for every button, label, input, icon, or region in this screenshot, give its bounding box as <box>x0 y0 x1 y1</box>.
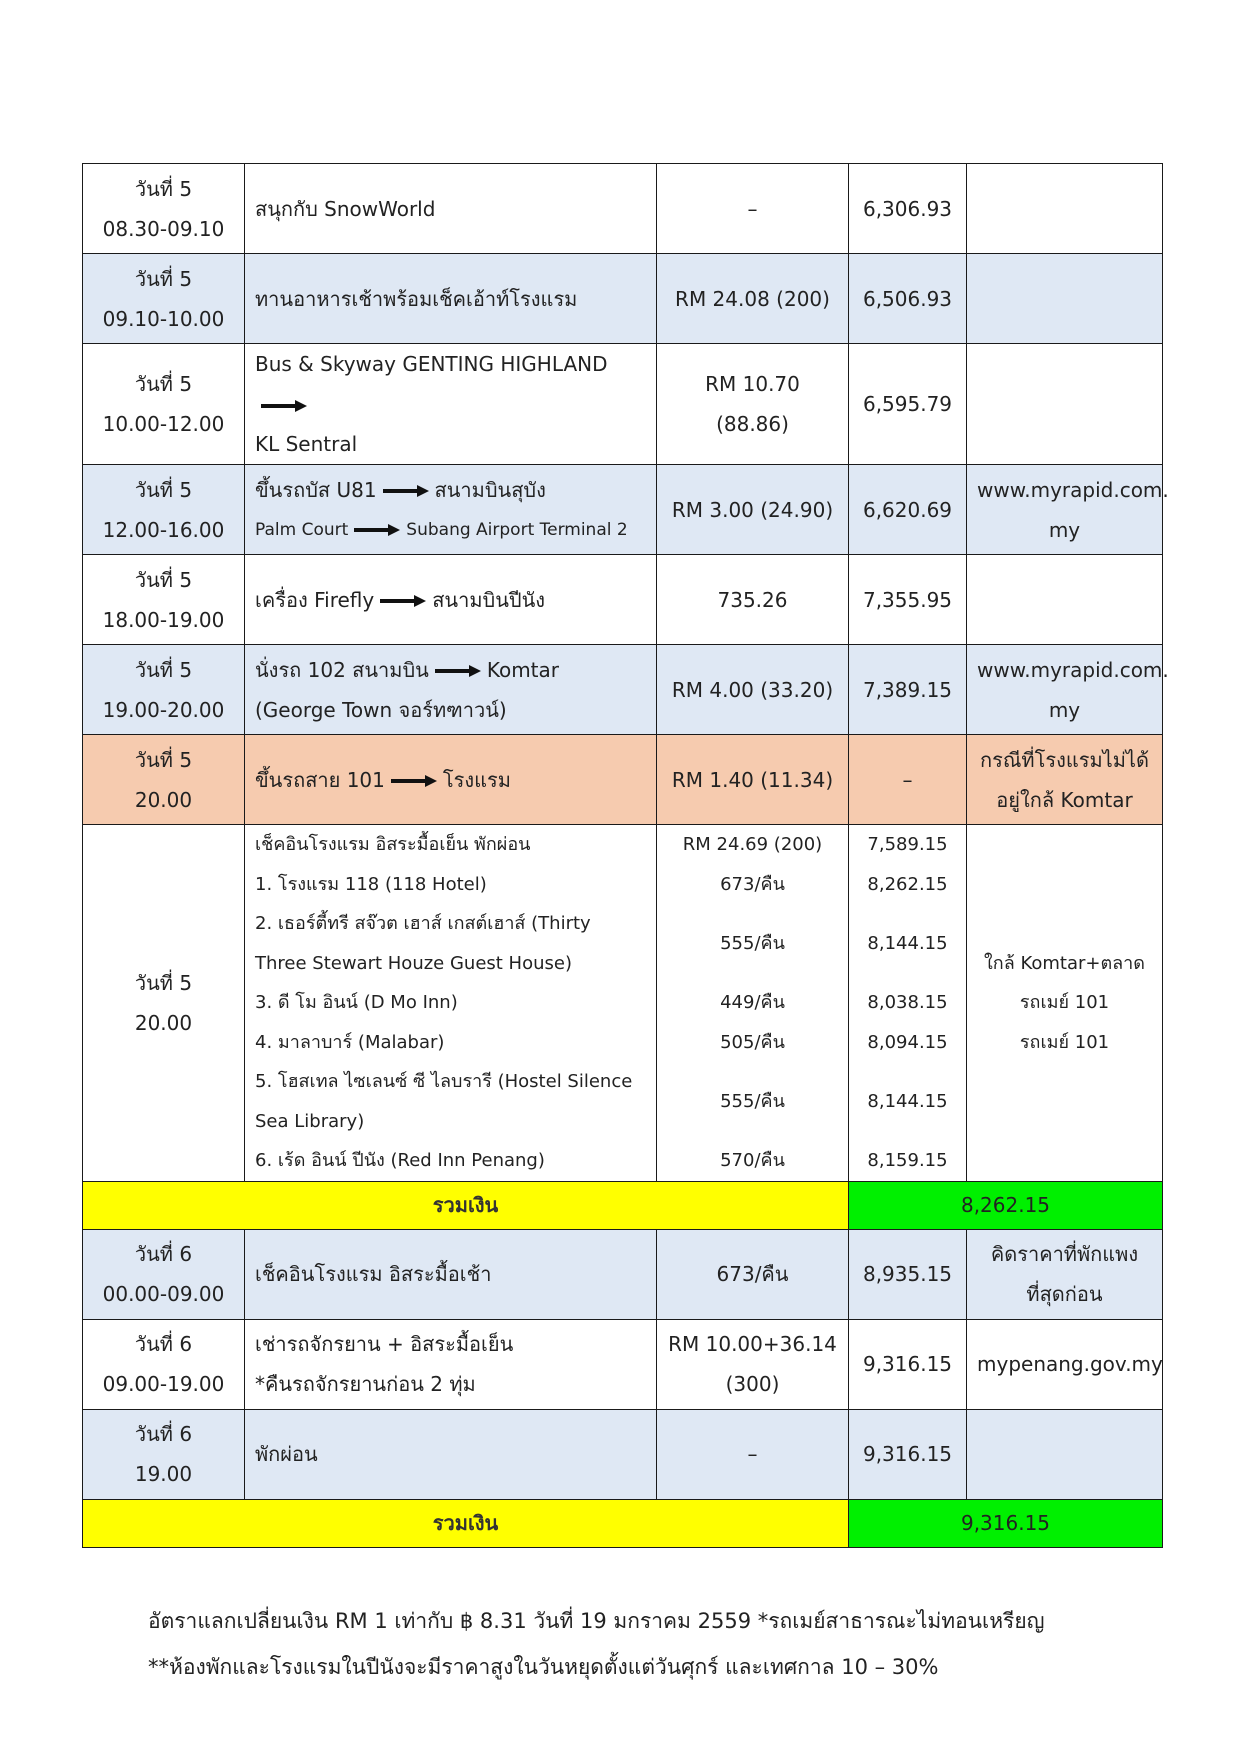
hotel-names-cell <box>245 825 657 1182</box>
arrow-right-icon <box>261 400 307 412</box>
hotel-item: เช็คอินโรงแรม อิสระมื้อเย็น พักผ่อน <box>255 834 531 855</box>
total-cell: 7,355.95 <box>849 555 967 645</box>
footer-notes <box>148 1598 1045 1690</box>
cost-cell: RM 1.40 (11.34) <box>657 735 849 825</box>
table-row <box>83 344 1163 465</box>
day-cell: วันที่ 5 20.00 <box>83 825 245 1182</box>
activity-cell: นั่งรถ 102 สนามบิน Komtar (George Town จอร์ทฑาวน์) <box>245 645 657 735</box>
note-cell: กรณีที่โรงแรมไม่ได้ อยู่ใกล้ Komtar <box>967 735 1163 825</box>
hotel-item: 5. โฮสเทล ไซเลนซ์ ซี ไลบรารี (Hostel Silence <box>255 1071 633 1092</box>
day-cell: วันที่ 6 09.00-19.00 <box>83 1319 245 1409</box>
total-row <box>83 1499 1163 1547</box>
arrow-right-icon <box>380 595 426 607</box>
arrow-right-icon <box>354 524 400 536</box>
note-cell: mypenang.gov.my <box>967 1319 1163 1409</box>
total-label: รวมเงิน <box>83 1181 849 1229</box>
total-cell: 6,620.69 <box>849 465 967 555</box>
cost-cell: 735.26 <box>657 555 849 645</box>
note-cell <box>967 344 1163 465</box>
table-row <box>83 555 1163 645</box>
exchange-rate-note: อัตราแลกเปลี่ยนเงิน RM 1 เท่ากับ ฿ 8.31 วันที่ 19 มกราคม 2559 *รถเมย์สาธารณะไม่ทอนเหรียญ <box>148 1609 1045 1633</box>
activity-cell: ขึ้นรถบัส U81 สนามบินสุบัง Palm Court Subang Airport Terminal 2 <box>245 465 657 555</box>
note-cell: www.myrapid.com. my <box>967 465 1163 555</box>
total-cell: 8,935.15 <box>849 1229 967 1319</box>
total-row <box>83 1181 1163 1229</box>
table-row <box>83 1229 1163 1319</box>
hotel-item: Sea Library) <box>255 1110 365 1132</box>
table-row <box>83 254 1163 344</box>
cost-cell: RM 3.00 (24.90) <box>657 465 849 555</box>
hotel-item: 4. มาลาบาร์ (Malabar) <box>255 1031 445 1053</box>
note-cell <box>967 555 1163 645</box>
activity-cell: เช่ารถจักรยาน + อิสระมื้อเย็น *คืนรถจักรยานก่อน 2 ทุ่ม <box>245 1319 657 1409</box>
arrow-right-icon <box>391 775 437 787</box>
hotel-item: Three Stewart Houze Guest House) <box>255 952 572 974</box>
activity-cell: ทานอาหารเช้าพร้อมเช็คเอ้าท์โรงแรม <box>245 254 657 344</box>
activity-cell: เครื่อง Firefly สนามบินปีนัง <box>245 555 657 645</box>
table-row <box>83 1409 1163 1499</box>
cost-cell: RM 10.70 (88.86) <box>657 344 849 465</box>
total-cell: 6,595.79 <box>849 344 967 465</box>
arrow-right-icon <box>435 665 481 677</box>
hotel-costs-cell: RM 24.69 (200) 673/คืน 555/คืน 449/คืน 505/คืน 555/คืน 570/คืน <box>657 825 849 1182</box>
hotel-totals-cell: 7,589.15 8,262.15 8,144.15 8,038.15 8,094.15 8,144.15 8,159.15 <box>849 825 967 1182</box>
day-cell: วันที่ 6 19.00 <box>83 1409 245 1499</box>
note-cell <box>967 254 1163 344</box>
total-label: รวมเงิน <box>83 1499 849 1547</box>
day-cell: วันที่ 5 09.10-10.00 <box>83 254 245 344</box>
total-value: 9,316.15 <box>849 1499 1163 1547</box>
day-cell: วันที่ 5 18.00-19.00 <box>83 555 245 645</box>
total-cell: 6,506.93 <box>849 254 967 344</box>
day-cell: วันที่ 5 20.00 <box>83 735 245 825</box>
cost-cell: RM 24.08 (200) <box>657 254 849 344</box>
hotel-item: 3. ดี โม อินน์ (D Mo Inn) <box>255 992 458 1013</box>
total-value: 8,262.15 <box>849 1181 1163 1229</box>
note-cell <box>967 164 1163 254</box>
day-cell: วันที่ 6 00.00-09.00 <box>83 1229 245 1319</box>
activity-cell: สนุกกับ SnowWorld <box>245 164 657 254</box>
table-row <box>83 645 1163 735</box>
table-row <box>83 1319 1163 1409</box>
day-cell: วันที่ 5 08.30-09.10 <box>83 164 245 254</box>
activity-cell: ขึ้นรถสาย 101 โรงแรม <box>245 735 657 825</box>
day-cell: วันที่ 5 10.00-12.00 <box>83 344 245 465</box>
hotel-item: 1. โรงแรม 118 (118 Hotel) <box>255 873 487 895</box>
itinerary-table <box>82 163 1169 1548</box>
note-cell <box>967 1409 1163 1499</box>
cost-cell: – <box>657 164 849 254</box>
hotel-item: 6. เร้ด อินน์ ปีนัง (Red Inn Penang) <box>255 1150 545 1171</box>
note-cell: คิดราคาที่พักแพง ที่สุดก่อน <box>967 1229 1163 1319</box>
hotel-item: 2. เธอร์ตี้ทรี สจ๊วต เฮาส์ เกสต์เฮาส์ (Thirty <box>255 913 591 934</box>
hotel-notes-cell: ใกล้ Komtar+ตลาด รถเมย์ 101 รถเมย์ 101 <box>967 825 1163 1182</box>
cost-cell: 673/คืน <box>657 1229 849 1319</box>
day-cell: วันที่ 5 19.00-20.00 <box>83 645 245 735</box>
table-row <box>83 465 1163 555</box>
total-cell: 7,389.15 <box>849 645 967 735</box>
cost-cell: RM 10.00+36.14 (300) <box>657 1319 849 1409</box>
hotel-options-row <box>83 825 1163 1182</box>
day-cell: วันที่ 5 12.00-16.00 <box>83 465 245 555</box>
cost-cell: – <box>657 1409 849 1499</box>
activity-cell: เช็คอินโรงแรม อิสระมื้อเช้า <box>245 1229 657 1319</box>
activity-cell: พักผ่อน <box>245 1409 657 1499</box>
total-cell: – <box>849 735 967 825</box>
price-note: **ห้องพักและโรงแรมในปีนังจะมีราคาสูงในวันหยุดตั้งแต่วันศุกร์ และเทศกาล 10 – 30% <box>148 1655 939 1679</box>
total-cell: 9,316.15 <box>849 1409 967 1499</box>
total-cell: 9,316.15 <box>849 1319 967 1409</box>
note-cell: www.myrapid.com. my <box>967 645 1163 735</box>
table-row <box>83 735 1163 825</box>
table-row <box>83 164 1163 254</box>
cost-cell: RM 4.00 (33.20) <box>657 645 849 735</box>
arrow-right-icon <box>383 485 429 497</box>
total-cell: 6,306.93 <box>849 164 967 254</box>
activity-cell: Bus & Skyway GENTING HIGHLAND KL Sentral <box>245 344 657 465</box>
